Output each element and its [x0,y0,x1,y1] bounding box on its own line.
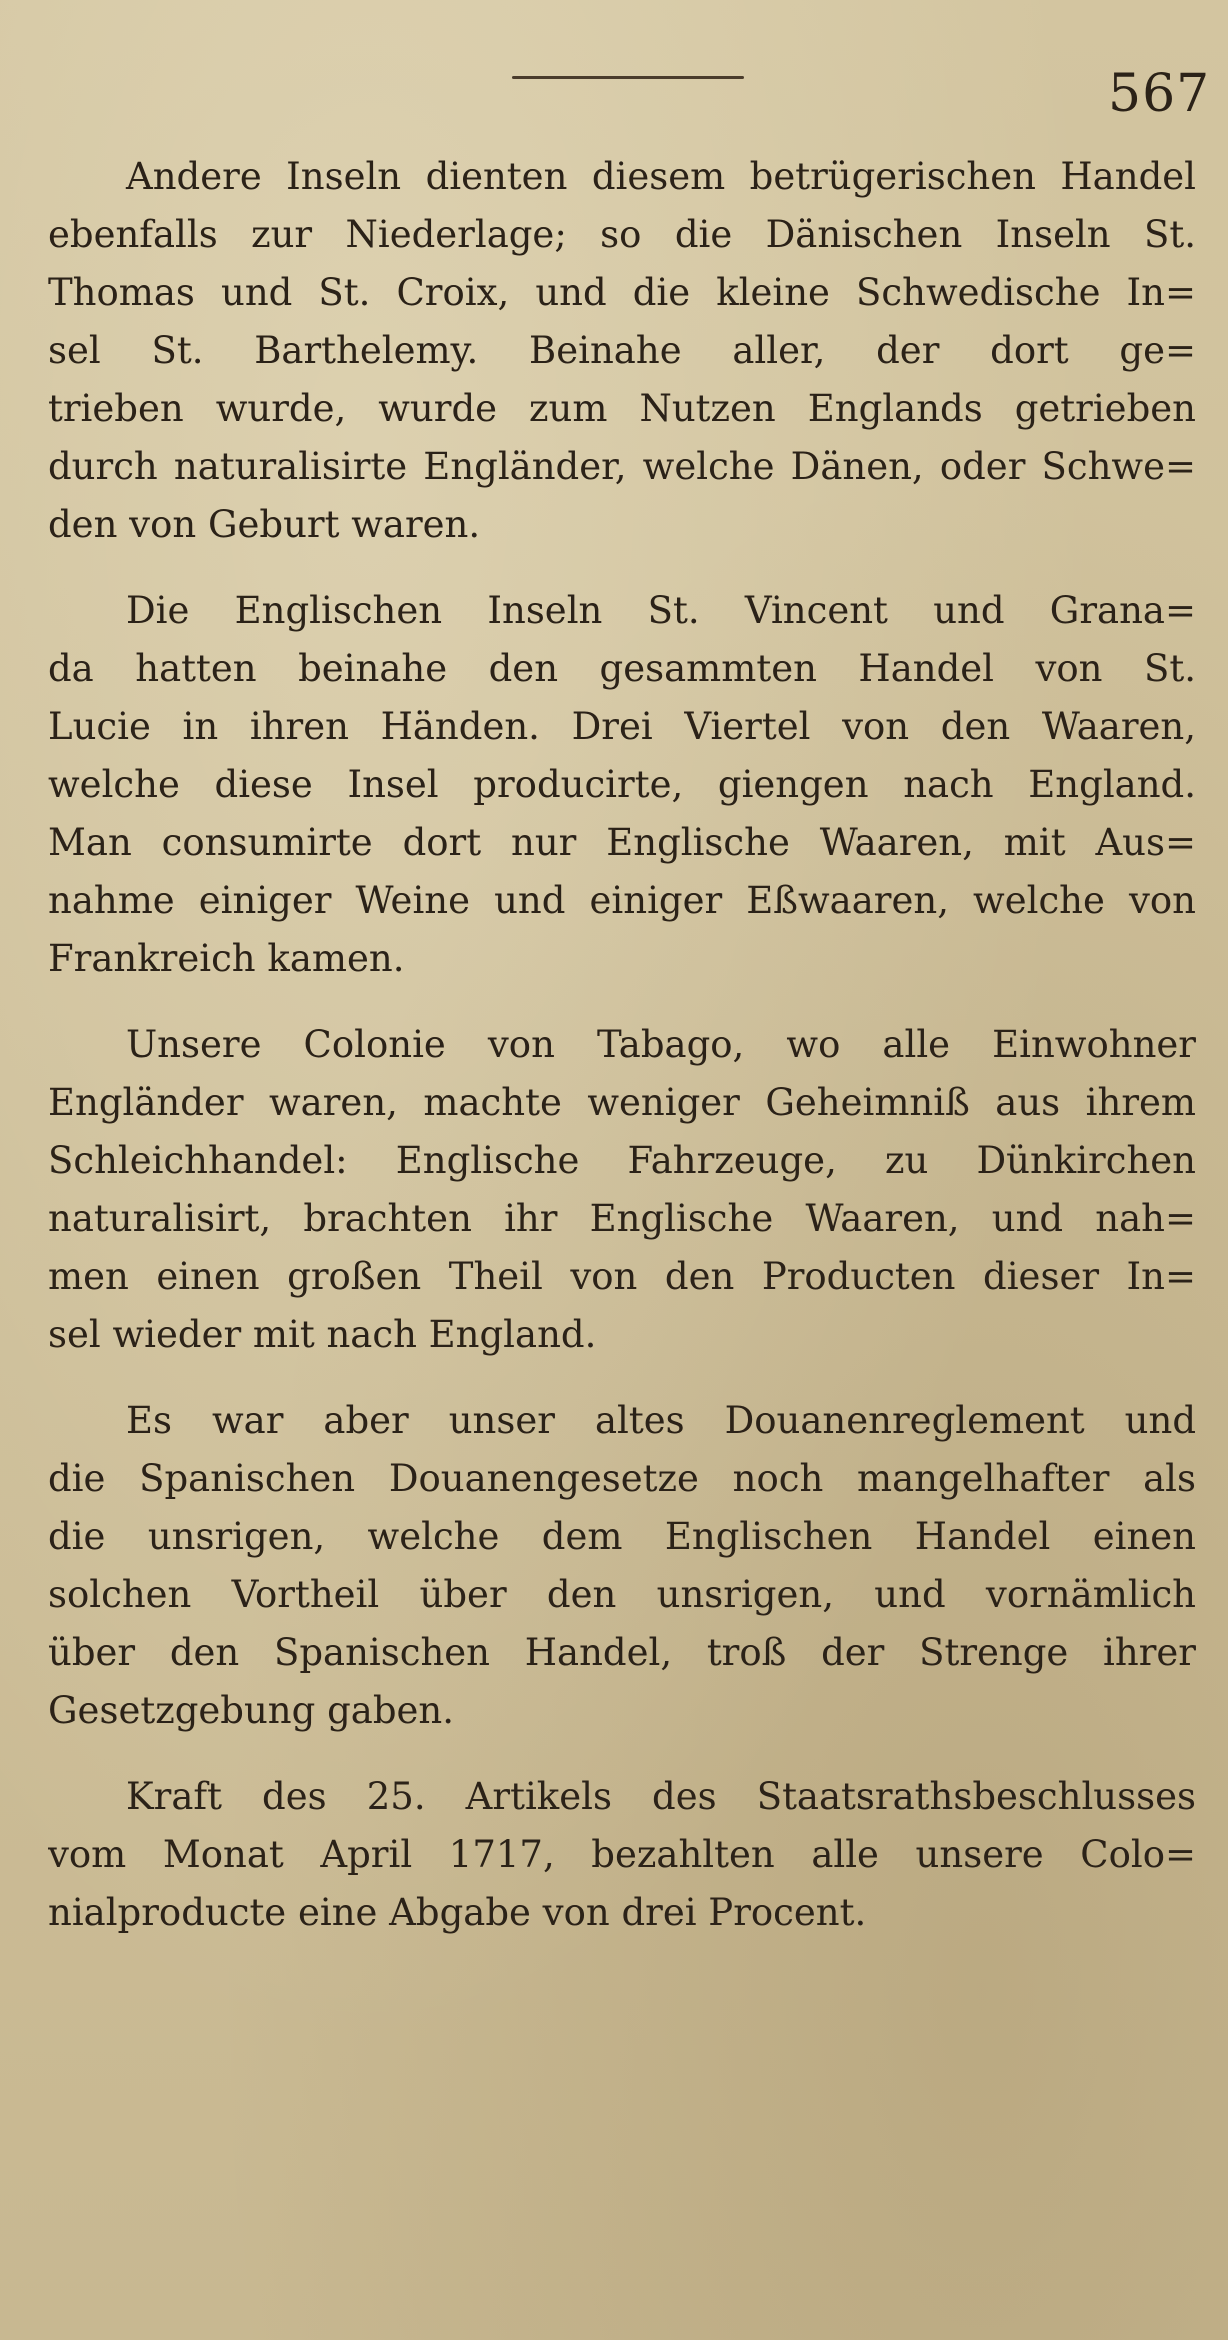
text-line: da hatten beinahe den gesammten Handel von St. [48,647,1196,690]
page-number: 567 [1108,64,1211,124]
text-line: Andere Inseln dienten diesem betrügerischen Handel [126,155,1196,198]
text-line: durch naturalisirte Engländer, welche Dänen, oder Schwe= [48,445,1196,488]
text-line: Engländer waren, machte weniger Geheimniß aus ihrem [48,1081,1196,1124]
body-text [48,148,1196,1942]
text-line: welche diese Insel producirte, giengen nach England. [48,763,1196,806]
paragraph [48,1768,1196,1942]
text-line: den von Geburt waren. [48,503,481,546]
text-line: Frankreich kamen. [48,937,405,980]
text-line: sel wieder mit nach England. [48,1313,597,1356]
paragraph [48,582,1196,988]
text-line: ebenfalls zur Niederlage; so die Dänischen Inseln St. [48,213,1196,256]
text-line: vom Monat April 1717, bezahlten alle unsere Colo= [48,1833,1196,1876]
paragraph [48,1392,1196,1740]
text-line: men einen großen Theil von den Producten dieser In= [48,1255,1196,1298]
text-line: trieben wurde, wurde zum Nutzen Englands getrieben [48,387,1196,430]
text-line: Gesetzgebung gaben. [48,1689,454,1732]
text-line: Schleichhandel: Englische Fahrzeuge, zu Dünkirchen [48,1139,1196,1182]
text-line: Lucie in ihren Händen. Drei Viertel von den Waaren, [48,705,1196,748]
text-line: Es war aber unser altes Douanenreglement und [126,1399,1196,1442]
text-line: über den Spanischen Handel, troß der Strenge ihrer [48,1631,1196,1674]
text-line: Die Englischen Inseln St. Vincent und Grana= [126,589,1196,632]
text-line: naturalisirt, brachten ihr Englische Waaren, und nah= [48,1197,1196,1240]
text-line: die Spanischen Douanengesetze noch mangelhafter als [48,1457,1196,1500]
text-line: nahme einiger Weine und einiger Eßwaaren, welche von [48,879,1196,922]
header-rule [512,76,744,79]
text-line: Unsere Colonie von Tabago, wo alle Einwohner [126,1023,1196,1066]
text-line: Man consumirte dort nur Englische Waaren, mit Aus= [48,821,1196,864]
text-line: Kraft des 25. Artikels des Staatsrathsbeschlusses [126,1775,1196,1818]
paragraph [48,148,1196,554]
text-line: solchen Vortheil über den unsrigen, und vornämlich [48,1573,1196,1616]
text-line: sel St. Barthelemy. Beinahe aller, der dort ge= [48,329,1196,372]
text-line: die unsrigen, welche dem Englischen Handel einen [48,1515,1196,1558]
text-line: Thomas und St. Croix, und die kleine Schwedische In= [48,271,1196,314]
paragraph [48,1016,1196,1364]
text-line: nialproducte eine Abgabe von drei Procent. [48,1891,867,1934]
